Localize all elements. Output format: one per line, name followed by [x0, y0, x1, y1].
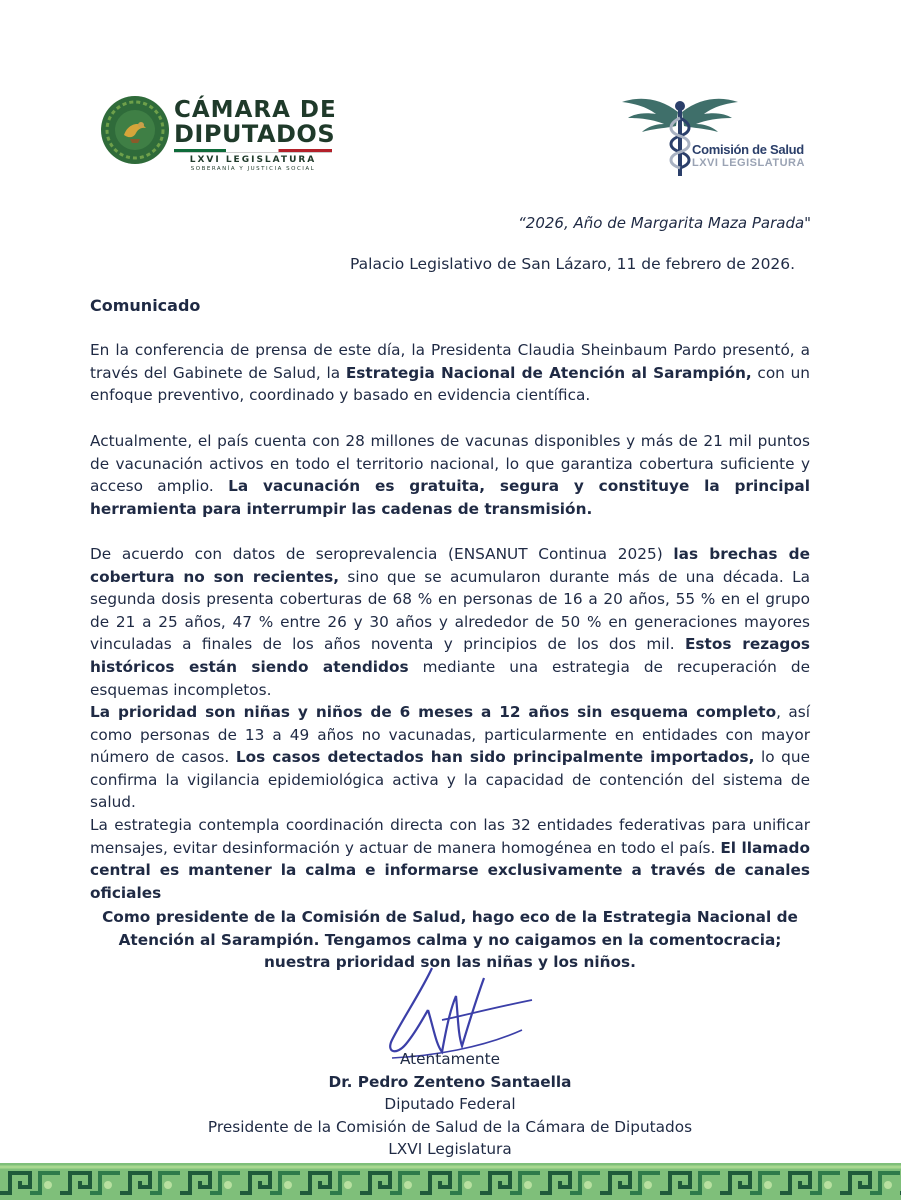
bold-run: El llamado central es mantener la calma e informarse exclusivamente a través de canales oficiales — [90, 838, 810, 902]
paragraph-2 — [90, 430, 810, 520]
bold-run: Estos rezagos históricos están siendo atendidos — [90, 635, 810, 676]
paragraph-4 — [90, 701, 810, 814]
place-date: Palacio Legislativo de San Lázaro, 11 de febrero de 2026. — [350, 255, 796, 273]
text-run: , así como personas de 13 a 49 años no vacunadas, particularmente en entidades con mayor número de casos. — [90, 703, 810, 767]
text-run: sino que se acumularon durante más de una década. La segunda dosis presenta coberturas de 68 % en personas de 16 a 20 años, 55 % en el grupo de 21 a 25 años, 47 % entre 26 y 30 años y alrededor de 50 % en generaciones mayores vinculadas a finales de los años noventa y principios de los dos mil. — [90, 567, 810, 654]
paragraph-1 — [90, 339, 810, 407]
bold-run: las brechas de cobertura no son recientes, — [90, 545, 811, 586]
flag-stripe — [174, 149, 332, 153]
paragraph-3 — [90, 543, 810, 701]
comision-salud-logo — [620, 92, 820, 182]
national-seal-icon — [100, 95, 170, 165]
signer-legislature: LXVI Legislatura — [388, 1140, 512, 1159]
comision-legislatura: LXVI LEGISLATURA — [692, 157, 805, 169]
bold-run: Los casos detectados han sido principalmente importados, — [235, 748, 755, 767]
paragraph-5 — [90, 814, 810, 904]
comision-title: Comisión de Salud — [692, 142, 804, 157]
text-run: lo que confirma la vigilancia epidemiológica activa y la capacidad de contención del sistema de salud. — [90, 748, 810, 812]
signer-position: Presidente de la Comisión de Salud de la Cámara de Diputados — [207, 1117, 693, 1136]
camara-title-line1: CÁMARA DE — [174, 97, 337, 123]
camara-motto: SOBERANÍA Y JUSTICIA SOCIAL — [190, 166, 316, 172]
text-run: En la conferencia de prensa de este día, la Presidenta Claudia Sheinbaum Pardo presentó, a través del Gabinete de Salud, la — [90, 341, 810, 382]
camara-legislatura: LXVI LEGISLATURA — [189, 155, 317, 165]
text-run: De acuerdo con datos de seroprevalencia (ENSANUT Continua 2025) — [90, 545, 674, 563]
text-run: Actualmente, el país cuenta con 28 millones de vacunas disponibles y más de 21 mil puntos de vacunación activos en todo el territorio nacional, lo que garantiza cobertura suficiente y acceso amplio. — [90, 432, 810, 496]
decorative-footer-pattern — [0, 1163, 901, 1200]
camara-title-line2: DIPUTADOS — [174, 120, 336, 148]
valediction: Atentamente — [399, 1050, 501, 1068]
bold-run: La vacunación es gratuita, segura y constituye la principal herramienta para interrumpir las cadenas de transmisión. — [90, 477, 810, 518]
bold-run: Estrategia Nacional de Atención al Sarampión, — [345, 363, 752, 382]
closing-statement: Como presidente de la Comisión de Salud, hago eco de la Estrategia Nacional de Atención al Sarampión. Tengamos calma y no caigamos en la comentocracia; nuestra prioridad son las niñas y los niños. — [102, 908, 798, 972]
camara-diputados-logo — [100, 93, 340, 173]
document-heading: Comunicado — [90, 296, 201, 315]
year-motto: “2026, Año de Margarita Maza Parada" — [518, 214, 812, 232]
bold-run: La prioridad son niñas y niños de 6 meses a 12 años sin esquema completo — [90, 703, 777, 721]
signer-name: Dr. Pedro Zenteno Santaella — [328, 1072, 572, 1091]
signature-block — [150, 1048, 750, 1161]
text-run: mediante una estrategia de recuperación de esquemas incompletos. — [90, 657, 810, 699]
signer-role: Diputado Federal — [384, 1095, 516, 1114]
text-run: La estrategia contempla coordinación directa con las 32 entidades federativas para unificar mensajes, evitar desinformación y actuar de manera homogénea en todo el país. — [90, 816, 810, 857]
letterhead — [0, 0, 901, 200]
text-run: con un enfoque preventivo, coordinado y basado en evidencia científica. — [90, 363, 810, 405]
